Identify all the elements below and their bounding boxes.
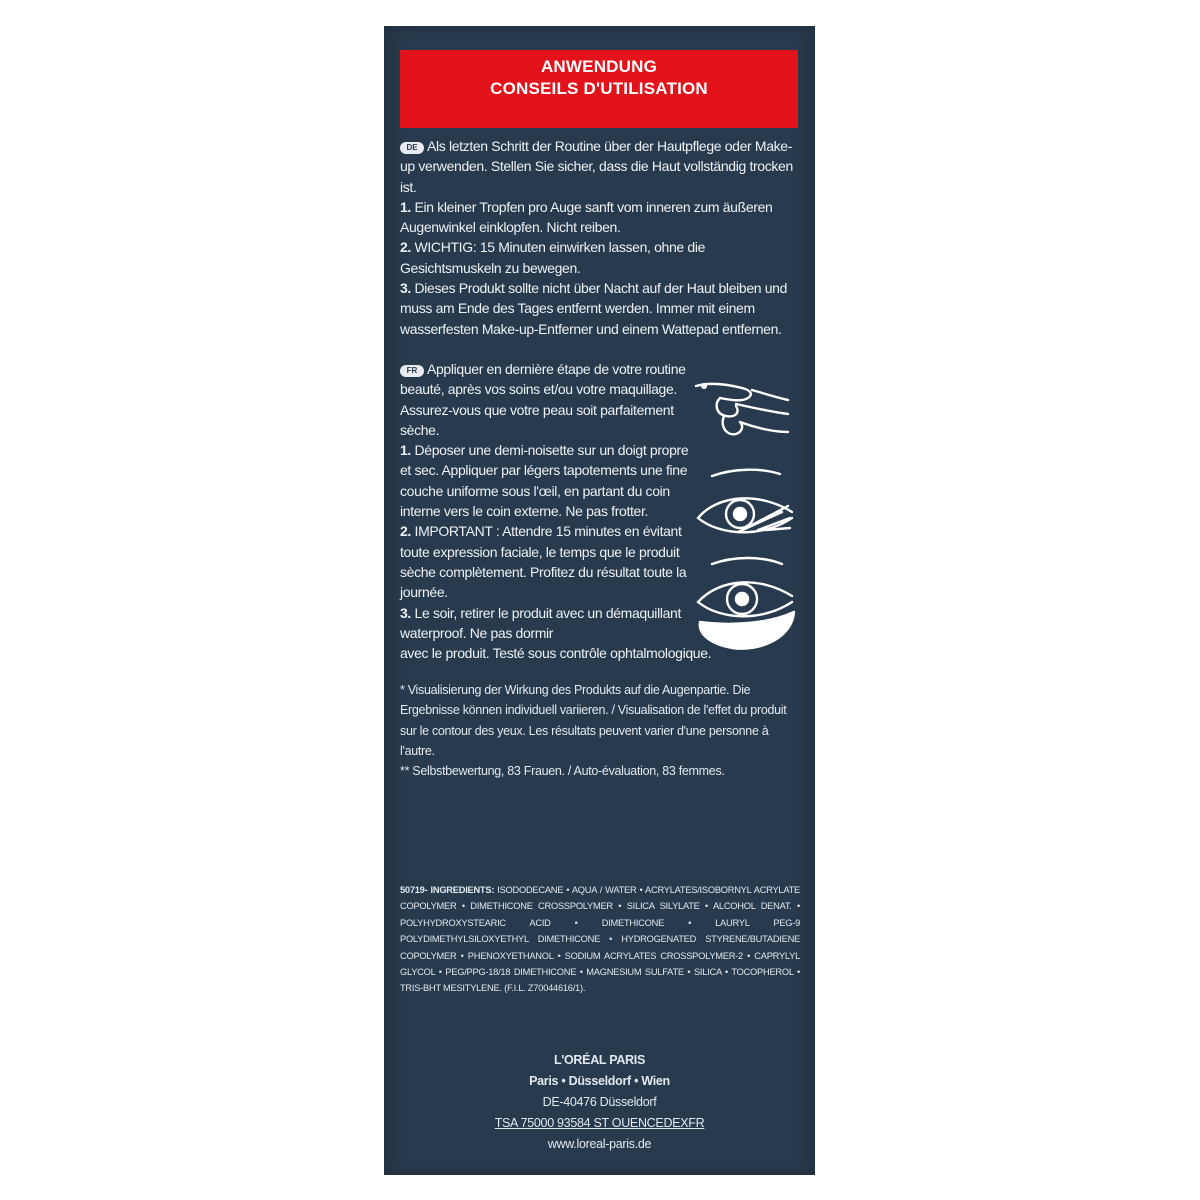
de-intro: Als letzten Schritt der Routine über der Hautpflege oder Make-up verwenden. Stellen Sie sicher, dass die Haut vollständig trocken ist. [400,138,793,195]
de-step1: Ein kleiner Tropfen pro Auge sanft vom inneren zum äußeren Augenwinkel einklopfen. Nicht reiben. [400,198,773,236]
de-step2: WICHTIG: 15 Minuten einwirken lassen, ohne die Gesichtsmuskeln zu bewegen. [400,239,706,276]
header-title-de: ANWENDUNG [540,57,658,76]
eye-closed-icon [698,470,792,533]
fingertip-application-icon [696,383,788,434]
ingredients-text: ISODODECANE • AQUA / WATER • ACRYLATES/ISOBORNYL ACRYLATE COPOLYMER • DIMETHICONE CROSSPOLYMER • SILICA SILYLATE • ALCOHOL DENAT. • POLYHYDROXYSTEARIC ACID • DIMETHICONE • LAURYL PEG-9 POLYDIMETHYLSILOXYETHYL DIMETHICONE • HYDROGENATED STYRENE/BUTADIENE COPOLYMER • PHENOXYETHANOL • SODIUM ACRYLATES CROSSPOLYMER-2 • CAPRYLYL GLYCOL • PEG/PPG-18/18 DIMETHICONE • MAGNESIUM SULFATE • SILICA • TOCOPHEROL • TRIS-BHT MESITYLENE. (F.I.L. Z70044616/1). [400,885,800,994]
de-step3-number: 3. [400,280,411,297]
ingredients-list [400,882,800,997]
tsa-address: TSA 75000 93584 ST OUENCEDEXFR [494,1116,705,1130]
fr-step1-number: 1. [400,442,411,459]
fr-step2-number: 2. [400,523,411,540]
de-step1-number: 1. [400,198,411,215]
de-step2-number: 2. [400,239,411,256]
brand-name: L'ORÉAL PARIS [554,1053,645,1067]
header-title-fr: CONSEILS D'UTILISATION [490,79,708,98]
german-instructions [400,136,800,339]
language-badge-fr: FR [400,365,424,377]
application-step-illustrations [690,342,798,692]
language-badge-de: DE [400,142,424,154]
usage-header-banner [400,50,798,128]
fr-intro: Appliquer en dernière étape de votre routine beauté, après vos soins et/ou votre maquillage. Assurez-vous que votre peau soit parfaitement sèche. [400,361,686,438]
french-instructions [400,359,712,663]
ingredients-label: INGREDIENTS: [430,885,495,895]
footnotes [400,680,798,781]
brand-cities: Paris • Düsseldorf • Wien [529,1074,670,1088]
fr-step3-part2: avec le produit. Testé sous contrôle ophtalmologique. [400,645,712,662]
fr-step2: IMPORTANT : Attendre 15 minutes en évitant toute expression faciale, le temps que le produit sèche complètement. Profitez du résultat toute la journée. [400,523,687,601]
fr-step1: Déposer une demi-noisette sur un doigt propre et sec. Appliquer par légers tapotements une fine couche uniforme sous l'œil, en partant du coin interne vers le coin externe. Ne pas frotter. [400,442,689,520]
de-step3: Dieses Produkt sollte nicht über Nacht auf der Haut bleiben und muss am Ende des Tages entfernt werden. Immer mit einem wasserfesten Make-up-Entferner und einem Wattepad entfernen. [400,280,788,337]
fr-step3-number: 3. [400,604,411,621]
footnote-visualisation: * Visualisierung der Wirkung des Produkts auf die Augenpartie. Die Ergebnisse können individuell variieren. / Visualisation de l'effet du produit sur le contour des yeux. Les résultats peuvent varier d'une personne à l'autre. [400,683,787,758]
ingredients-code: 50719- [400,885,428,895]
product-box-panel [384,26,815,1175]
manufacturer-address [384,1050,815,1155]
postal-address: DE-40476 Düsseldorf [542,1095,657,1109]
website-url: www.loreal-paris.de [547,1137,652,1151]
fr-step3-part1: Le soir, retirer le produit avec un démaquillant waterproof. Ne pas dormir [400,604,681,641]
eye-with-patch-icon [698,558,794,649]
footnote-self-assessment: ** Selbstbewertung, 83 Frauen. / Auto-évaluation, 83 femmes. [400,764,725,779]
